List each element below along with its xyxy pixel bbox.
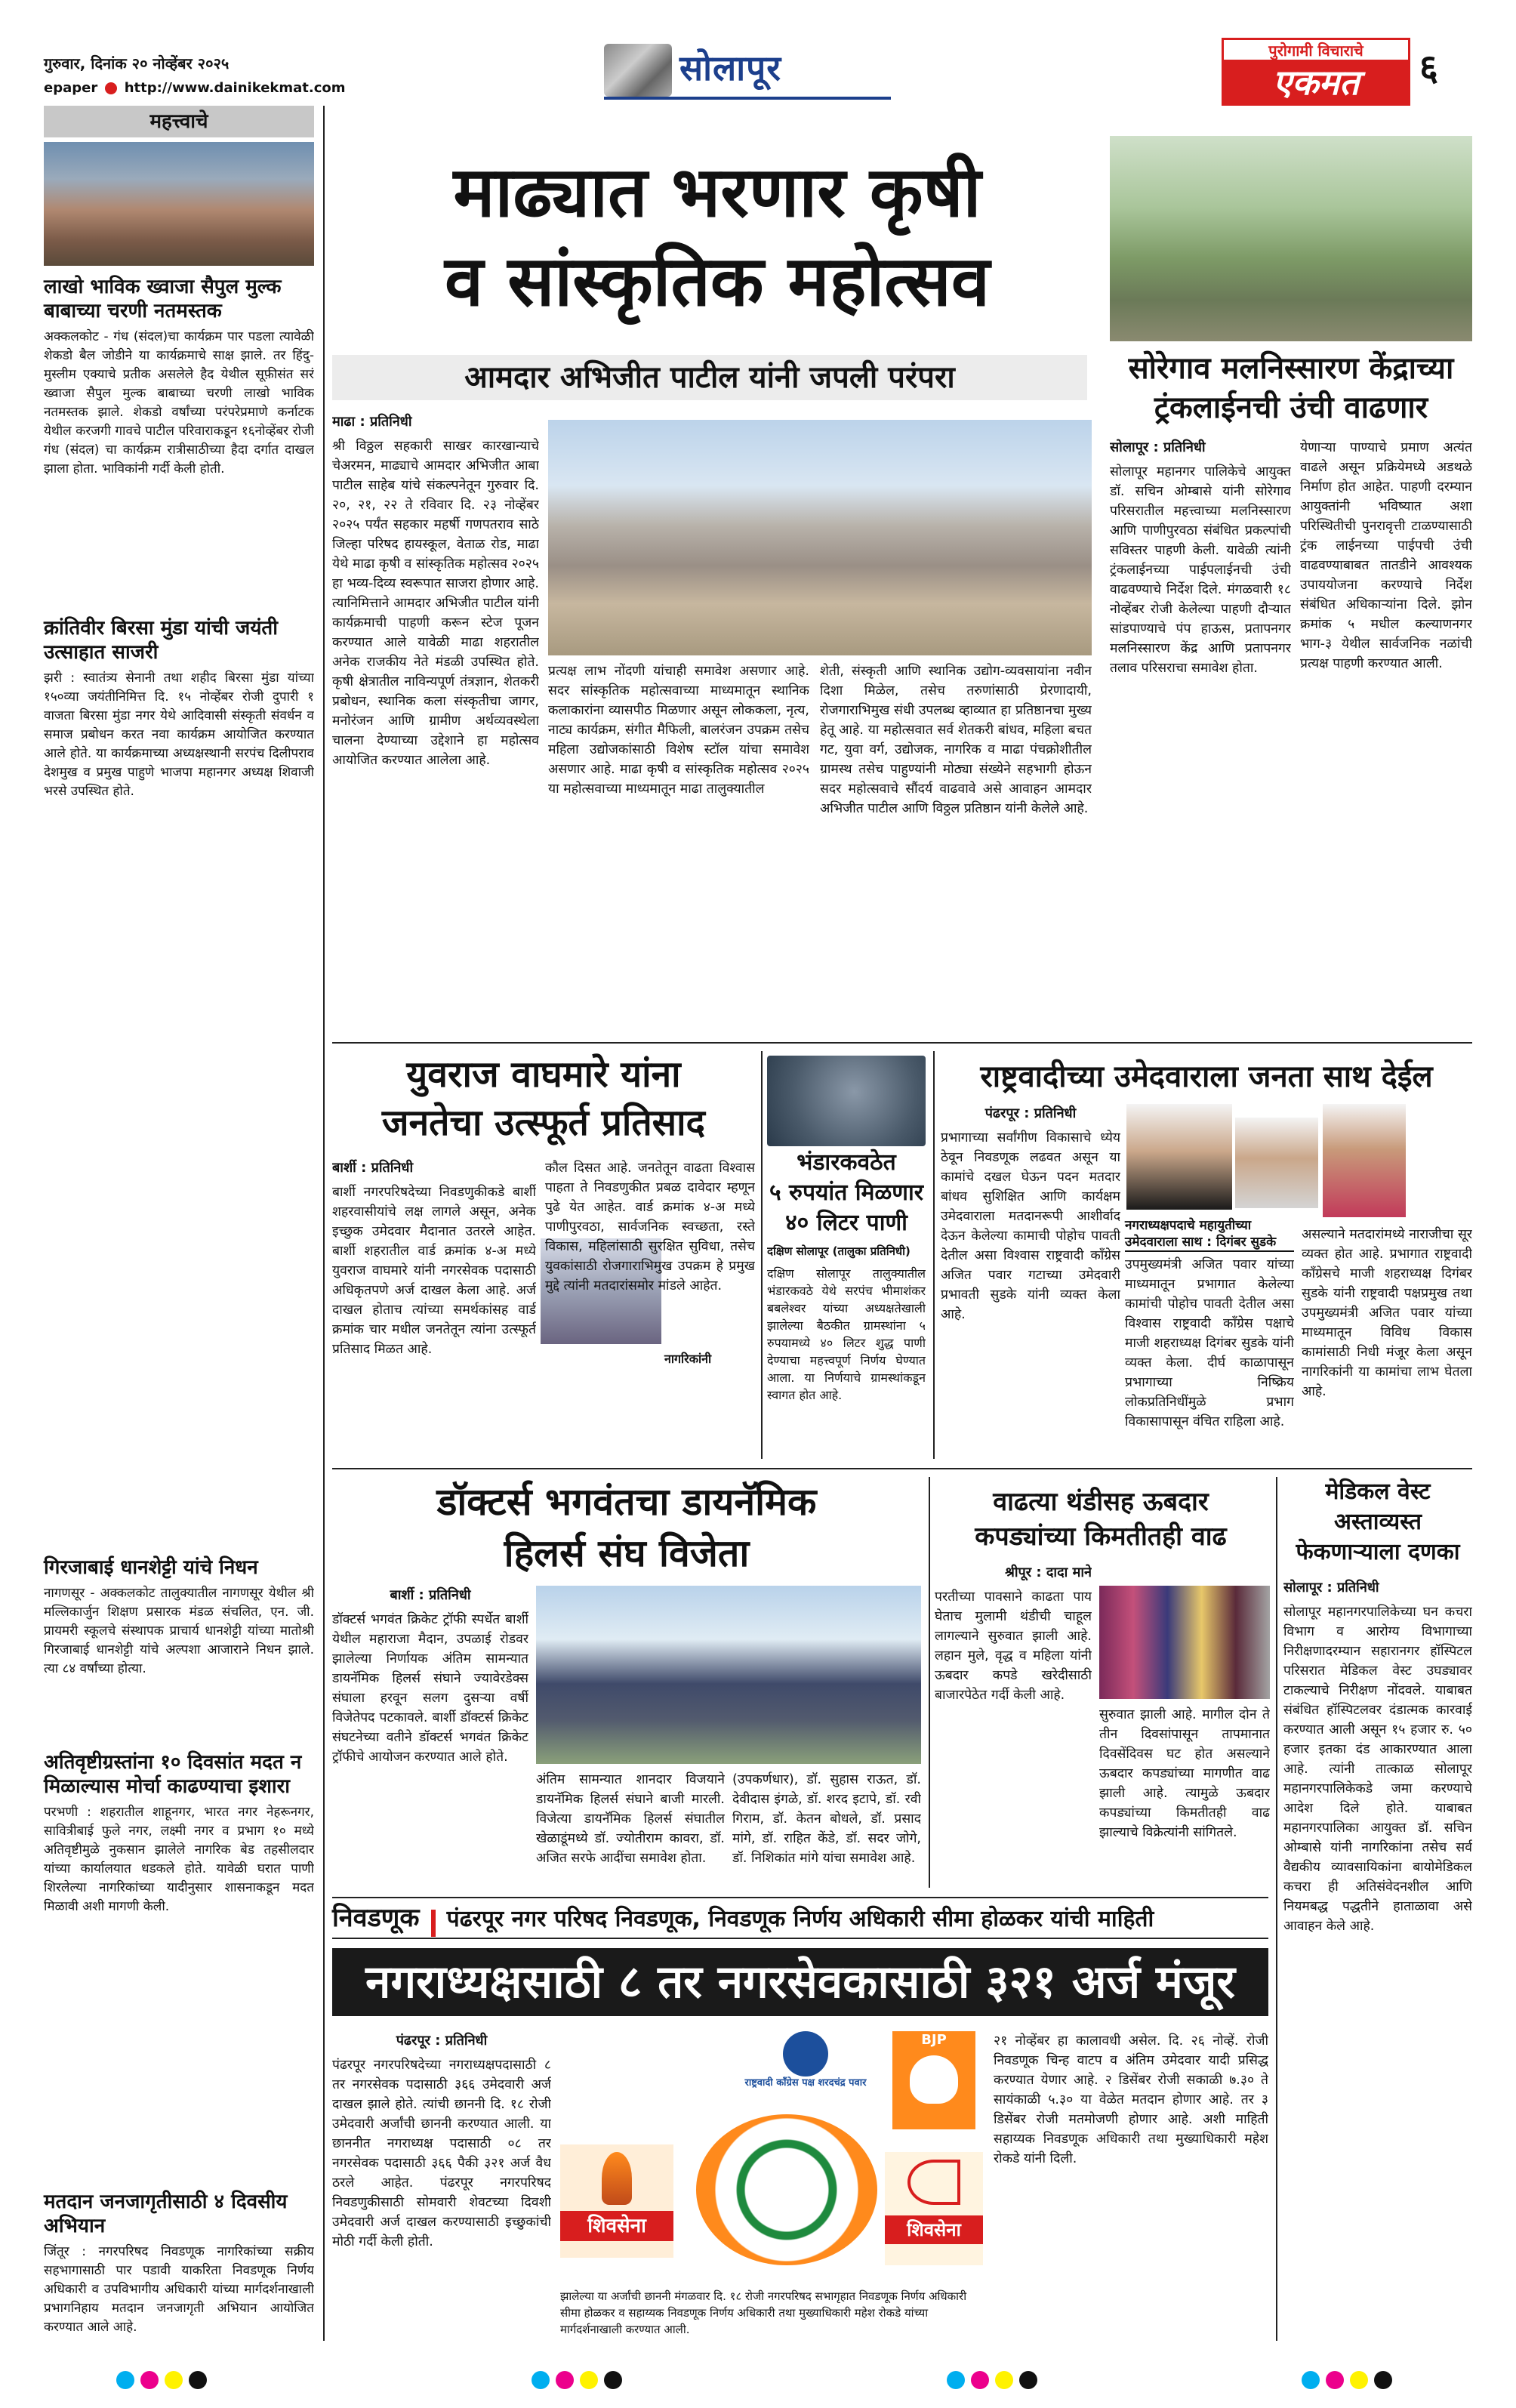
ncp-col-2-text: उपमुख्यमंत्री अजित पवार यांच्या माध्यमातून प्रभागात केलेल्या कामांची पोहोच पावती देतील असा विश्वास राष्ट्रवादी काँग्रेस पक्षाचे माजी शहराध्यक्ष दिगंबर सुडके यांनी व्यक्त केला. दीर्घ काळापासून प्रभागाच्या निष्क्रिय लोकप्रतिनिधींमुळे प्रभाग विकासापासून वंचित राहिला आहे. bbox=[1125, 1257, 1294, 1429]
waghmare-col-2-text: कौल दिसत आहे. जनतेतून वाढता विश्वास पाहता ते निवडणुकीत प्रबळ दावेदार म्हणून पुढे येत आहेत. वार्ड क्रमांक ४-अ मध्ये पाणीपुरवठा, सार्वजनिक स्वच्छता, रस्ते विकास, महिलांसाठी सुरक्षित सुविधा, तसेच युवकांसाठी रोजगाराभिमुख उपक्रम हे प्रमुख मुद्दे त्यांनी मतदारांसमोर मांडले आहेत. bbox=[545, 1161, 755, 1293]
medical-byline: सोलापूर : प्रतिनिधी bbox=[1283, 1580, 1379, 1596]
medical-headline-2: अस्ताव्यस्त bbox=[1334, 1509, 1422, 1535]
section-underline bbox=[604, 97, 891, 100]
brand-logo: एकमत bbox=[1224, 60, 1408, 105]
globe-icon bbox=[105, 82, 117, 94]
cold-clothes-photo bbox=[1099, 1586, 1270, 1699]
ncp-badge-title: नगराध्यक्षपदाचे महायुतीच्या bbox=[1125, 1218, 1252, 1233]
lead-col-1-text: श्री विठ्ठल सहकारी साखर कारखान्याचे चेअरमन, माढ्याचे आमदार अभिजीत आबा पाटील साहेब यांचे संकल्पनेतून गुरुवार दि. २०, २१, २२ ते रविवार दि. २३ नोव्हेंबर २०२५ पर्यंत सहकार महर्षी गणपतराव साठे जिल्हा परिषद हायस्कूल, वेताळ रोड, माढा येथे माढा कृषी व सांस्कृतिक महोत्सव २०२५ हा भव्य-दिव्य स्वरूपात साजरा होणार आहे. त्यानिमित्ताने आमदार अभिजीत पाटील यांनी कार्यक्रमाची पाहणी करून स्टेज पूजन करण्यात आले यावेळी माढा शहरातील अनेक राजकीय नेते मंडळी उपस्थित होते. कृषी क्षेत्रातील नाविन्यपूर्ण तंत्रज्ञान, शेतकरी प्रबोधन, स्थानिक कला संस्कृतीचा जागर, मनोरंजन आणि ग्रामीण अर्थव्यवस्थेला चालना देण्याच्या उद्देशाने हा महोत्सव आयोजित करण्यात आलेला आहे. bbox=[332, 439, 539, 768]
election-col-2-text: २१ नोव्हेंबर हा कालावधी असेल. दि. २६ नोव्हें. रोजी निवडणूक चिन्ह वाटप व अंतिम उमेदवार यादी प्रसिद्ध करण्यात येणार आहे. २ डिसेंबर रोजी सकाळी ७.३० ते सायंकाळी ५.३० या वेळेत मतदान होणार आहे. तर ३ डिसेंबर रोजी मतमोजणी होणार आहे. अशी माहिती सहाय्यक निवडणूक अधिकारी तथा मुख्याधिकारी महेश रोकडे यांनी दिली. bbox=[994, 2033, 1268, 2166]
doctors-col-2 bbox=[536, 1770, 725, 1888]
epaper-url[interactable]: http://www.dainikekmat.com bbox=[124, 80, 346, 96]
soregaon-col-2 bbox=[1300, 438, 1472, 1031]
election-col-1-text: पंढरपूर नगरपरिषदेच्या नगराध्यक्षपदासाठी ८ तर नगरसेवक पदासाठी ३६६ उमेदवारी अर्ज दाखल झाले होते. त्यांची छाननी दि. १८ रोजी उमेदवारी अर्जांची छाननी करण्यात आली. या छाननीत नगराध्यक्ष पदासाठी ०८ तर नगरसेवक पदासाठी ३६६ पैकी ३२१ अर्ज वैध ठरले आहेत. पंढरपूर नगरपरिषद निवडणुकीसाठी सोमवारी शेवटच्या दिवशी उमेदवारी अर्ज दाखल करण्यासाठी इच्छुकांची मोठी गर्दी केली होती. bbox=[332, 2058, 551, 2249]
sidebar-item-3-title: गिरजाबाई धानशेट्टी यांचे निधन bbox=[44, 1556, 258, 1579]
divider-middle bbox=[332, 1468, 1472, 1469]
water-col-1 bbox=[767, 1243, 926, 1459]
shivsena-label-1: शिवसेना bbox=[560, 2211, 673, 2241]
waghmare-col-1-text: बार्शी नगरपरिषदेच्या निवडणुकीकडे बार्शी शहरवासीयांचे लक्ष लागले असून, अनेक इच्छुक उमेदवार मैदानात उतरले आहेत. बार्शी शहरातील वार्ड क्रमांक ४-अ मध्ये युवराज वाघमारे यांनी नगरसेवक पदासाठी अधिकृतपणे अर्ज दाखल केला आहे. अर्ज दाखल होताच त्यांच्या समर्थकांसह वार्ड क्रमांक चार मधील जनतेतून त्यांना उत्स्फूर्त प्रतिसाद मिळत आहे. bbox=[332, 1185, 536, 1357]
sidebar bbox=[44, 106, 314, 2341]
cold-byline: श्रीपूर : दादा माने bbox=[1005, 1565, 1092, 1580]
election-strip bbox=[332, 1897, 1268, 1939]
masthead bbox=[0, 0, 1516, 103]
ncp-col-1 bbox=[941, 1104, 1120, 1459]
ncp-sp-label: राष्ट्रवादी काँग्रेस पक्ष शरदचंद्र पवार bbox=[744, 2077, 867, 2089]
sidebar-header: महत्त्वाचे bbox=[44, 106, 314, 137]
registration-marks-far-right bbox=[1299, 2371, 1395, 2392]
lead-col-1 bbox=[332, 412, 539, 1031]
divider-cold-medical bbox=[1276, 1477, 1277, 2341]
cold-headline-2: कपड्यांच्या किमतीतही वाढ bbox=[975, 1522, 1227, 1552]
sidebar-item-4-title: अतिवृष्टीग्रस्तांना १० दिवसांत मदत न मिळाल्यास मोर्चा काढण्याचा इशारा bbox=[44, 1751, 302, 1798]
water-headline-3: ४० लिटर पाणी bbox=[785, 1210, 907, 1236]
sidebar-item-5-title: मतदान जनजागृतीसाठी ४ दिवसीय अभियान bbox=[44, 2191, 288, 2237]
election-label-bar bbox=[431, 1910, 436, 1937]
epaper-label: epaper bbox=[44, 80, 98, 96]
registration-marks-left bbox=[113, 2371, 210, 2392]
waghmare-headline-2: जनतेचा उत्स्फूर्त प्रतिसाद bbox=[381, 1102, 706, 1144]
ncp-col-2 bbox=[1125, 1255, 1294, 1459]
medical-headline-3: फेकणाऱ्याला दणका bbox=[1296, 1539, 1460, 1565]
lead-headline-2: व सांस्कृतिक महोत्सव bbox=[445, 241, 990, 322]
sidebar-item-3-body: नागणसूर - अक्कलकोट तालुक्यातील नागणसूर येथील श्री मल्लिकार्जुन शिक्षण प्रसारक मंडळ संचलित, एन. जी. प्रायमरी स्कूलचे संस्थापक प्राचार्य धानशेट्टी यांच्या मातोश्री गिरजाबाई धानशेट्टी यांचे अल्पशा आजाराने निधन झाले. त्या ८४ वर्षांच्या होत्या. bbox=[44, 1586, 314, 1676]
bjp-label: BJP bbox=[921, 2032, 947, 2048]
water-headline-2: ५ रुपयांत मिळणार bbox=[769, 1179, 923, 1206]
lead-headline-1: माढ्यात भरणार कृषी bbox=[453, 152, 981, 233]
lead-col-3 bbox=[820, 661, 1092, 1031]
sidebar-item-2-title: क्रांतिवीर बिरसा मुंडा यांची जयंती उत्साहात साजरी bbox=[44, 617, 278, 664]
cold-col-2 bbox=[1099, 1705, 1270, 1888]
epaper-line[interactable] bbox=[44, 80, 346, 96]
sidebar-item-1-title: लाखो भाविक ख्वाजा सैपुल मुल्क बाबाच्या चरणी नतमस्तक bbox=[44, 276, 282, 322]
cold-col-1 bbox=[935, 1563, 1092, 1888]
shivsena-logo-2 bbox=[885, 2152, 983, 2265]
ncp-candidate-photo-2 bbox=[1235, 1118, 1318, 1208]
ncp-candidate-photo-1 bbox=[1126, 1104, 1232, 1210]
ncp-col-1-text: प्रभागाच्या सर्वांगीण विकासाचे ध्येय ठेवून निवडणूक लढवत असून या कामांचे दखल घेऊन पदन मतदार बांधव सुशिक्षित आणि कार्यक्षम उमेदवाराला मतदानरूपी आशीर्वाद देऊन केलेल्या कामाची पोहोच पावती देतील असा विश्वास राष्ट्रवादी काँग्रेस अजित पवार गटाच्या उमेदवारी प्रभावती सुडके यांनी व्यक्त केला आहे. bbox=[941, 1130, 1120, 1322]
election-strip-text: पंढरपूर नगर परिषद निवडणूक, निवडणूक निर्णय अधिकारी सीमा होळकर यांची माहिती bbox=[446, 1906, 1154, 1932]
water-byline: दक्षिण सोलापूर (तालुका प्रतिनिधी) bbox=[767, 1244, 911, 1258]
election-byline: पंढरपूर : प्रतिनिधी bbox=[396, 2033, 488, 2049]
ncp-candidate-photo-3 bbox=[1323, 1104, 1406, 1217]
crowd-photo bbox=[44, 142, 314, 266]
party-logos bbox=[560, 2031, 983, 2288]
medical-headline-1: मेडिकल वेस्ट bbox=[1325, 1478, 1431, 1505]
bow-arrow-icon bbox=[907, 2160, 960, 2205]
water-col-1-text: दक्षिण सोलापूर तालुक्यातील भंडारकवठे येथे सरपंच भीमाशंकर बबलेश्वर यांच्या अध्यक्षतेखाली झालेल्या बैठकीत ग्रामस्थांना ५ रुपयामध्ये ४० लिटर शुद्ध पाणी देण्याचा महत्त्वपूर्ण निर्णय घेण्यात आला. या निर्णयाचे ग्रामस्थांकडून स्वागत होत आहे. bbox=[767, 1266, 926, 1402]
ncp-col-3 bbox=[1302, 1225, 1472, 1459]
waghmare-byline: बार्शी : प्रतिनिधी bbox=[332, 1160, 414, 1176]
doctors-col-1 bbox=[332, 1586, 528, 1888]
lotus-icon bbox=[910, 2055, 958, 2104]
soregaon-inspection-photo bbox=[1110, 136, 1472, 341]
election-headline: नगराध्यक्षसाठी ८ तर नगरसेवकासाठी ३२१ अर्ज मंजूर bbox=[332, 1948, 1268, 2016]
election-label: निवडणूक bbox=[332, 1903, 420, 1933]
doctors-col-2-text: अंतिम सामन्यात शानदार विजयाने डायनॅमिक हिलर्स संघाने बाजी मारली. विजेत्या डायनॅमिक हिलर्स संघातील खेळाडूंमध्ये डॉ. ज्योतीराम कावरा, डॉ. अजित सरफे आदींचा समावेश होता. bbox=[536, 1772, 725, 1866]
sidebar-item-1-body: अक्कलकोट - गंध (संदल)चा कार्यक्रम पार पडला त्यावेळी शेकडो बैल जोडीने या कार्यक्रमाचे साक्ष झाले. तर हिंदु-मुस्लीम एक्याचे प्रतीक असलेले हैद येथील सूफ़ीसंत सरं ख्वाजा सैपुल मुल्क बाबाच्या चरणी लाखो भाविक नतमस्तक झाले. शेकडो वर्षांच्या परंपरेप्रमाणे कर्नाटक येथील करजगी गावचे पाटील परिवाराकडून १६नोव्हेंबर रोजी गंध (संदल) चा कार्यक्रम रात्रीसाठीच्या हैदा दर्गात दाखल झाला होता. भाविकांनी गर्दी केली होती. bbox=[44, 329, 314, 476]
sidebar-item-2-body: झरी : स्वातंत्र्य सेनानी तथा शहीद बिरसा मुंडा यांच्या १५०व्या जयंतीनिमित्त दि. १५ नोव्हेंबर रोजी दुपारी १ वाजता बिरसा मुंडा नगर येथे आदिवासी संस्कृती संवर्धन व समाज प्रबोधन करत नवा कार्यक्रम आयोजित करण्यात आले होते. या कार्यक्रमाच्या अध्यक्षस्थानी सरपंच दिलीपराव देशमुख व प्रमुख पाहुणे भाजपा महानगर अध्यक्ष शिवाजी भरसे उपस्थित होते. bbox=[44, 671, 314, 799]
cold-col-1-text: परतीच्या पावसाने काढता पाय घेताच मुलामी थंडीची चाहूल लागल्याने सुरुवात झाली आहे. लहान मुले, वृद्ध व महिला यांनी ऊबदार कपडे खरेदीसाठी बाजारपेठेत गर्दी केली आहे. bbox=[935, 1589, 1092, 1703]
lead-subhead: आमदार अभिजीत पाटील यांनी जपली परंपरा bbox=[332, 355, 1087, 400]
soregaon-col-1 bbox=[1110, 438, 1291, 1031]
ncp-sp-logo bbox=[741, 2031, 870, 2114]
medical-col-1-text: सोलापूर महानगरपालिकेच्या घन कचरा विभाग व आरोग्य विभागाच्या निरीक्षणादरम्यान सहारानगर हॉस्पिटल परिसरात मेडिकल वेस्ट उघड्यावर टाकल्याचे निरीक्षण नोंदवले. याबाबत संबंधित हॉस्पिटलवर दंडात्मक कारवाई करण्यात आली असून १५ हजार रु. ५० हजार इतका दंड आकारण्यात आला आहे. त्यांनी तात्काळ सोलापूर महानगरपालिकेकडे जमा करण्याचे आदेश दिले होते. याबाबत महानगरपालिका आयुक्त डॉ. सचिन ओम्बासे यांनी नागरिकांना तसेच सर्व वैद्यकीय व्यावसायिकांना बायोमेडिकल कचरा ही अतिसंवेदनशील आणि नियमबद्ध पद्धतीने हाताळावा असे आवाहन केले आहे. bbox=[1283, 1605, 1472, 1934]
election-col-2 bbox=[994, 2031, 1268, 2341]
waghmare-headline-1: युवराज वाघमारे यांना bbox=[406, 1053, 681, 1096]
sidebar-item-5-body: जिंतूर : नगरपरिषद निवडणूक नागरिकांच्या सक्रीय सहभागासाठी पार पडावी याकरिता निवडणूक निर्णय अधिकारी व उपविभागीय अधिकारी यांच्या मार्गदर्शनाखाली प्रभागनिहाय मतदान जनजागृती अभियान आयोजित करण्यात आले आहे. bbox=[44, 2244, 314, 2335]
doctors-headline-2: हिलर्स संघ विजेता bbox=[504, 1531, 750, 1575]
brand-box bbox=[1222, 38, 1410, 106]
shivsena-logo-1 bbox=[560, 2144, 673, 2258]
lead-col-2 bbox=[548, 661, 809, 1031]
ncp-badge-name: उमेदवाराला साथ : दिगंबर सुडके bbox=[1125, 1234, 1294, 1252]
divider-lead-bottom bbox=[332, 1042, 1472, 1044]
divider-waghmare-water bbox=[761, 1051, 763, 1459]
ncp-col-3-text: असल्याने मतदारांमध्ये नाराजीचा सूर व्यक्त होत आहे. प्रभागात राष्ट्रवादी काँग्रेसचे माजी शहराध्यक्ष दिगंबर सुडके यांनी राष्ट्रवादी पक्षप्रमुख तथा उपमुख्यमंत्री अजित पवार यांच्या माध्यमातून विविध विकास कामांसाठी निधी मंजूर केला असून नागरिकांनी या कामांचा लाभ घेतला आहे. bbox=[1302, 1227, 1472, 1399]
doctors-headline-1: डॉक्टर्स भगवंतचा डायनॅमिक bbox=[436, 1480, 817, 1524]
soregaon-col-1-text: सोलापूर महानगर पालिकेचे आयुक्त डॉ. सचिन ओम्बासे यांनी सोरेगाव परिसरातील महत्त्वाच्या मलनिस्सारण आणि पाणीपुरवठा संबंधित प्रकल्पांची सविस्तर पाहणी केली. यावेळी त्यांनी ट्रंकलाईनच्या पाईपलाईनची उंची वाढवण्याचे निर्देश दिले. मंगळवारी १८ नोव्हेंबर रोजी केलेल्या पाहणी दौऱ्यात सांडपाण्याचे पंप हाऊस, प्रतापनगर मलनिस्सारण केंद्र आणि प्रतापनगर तलाव परिसराचा समावेश होता. bbox=[1110, 464, 1291, 676]
doctors-col-3-text: (उपकर्णधार), डॉ. सुहास राऊत, डॉ. देवीदास इंगळे, डॉ. शरद इटापे, डॉ. रवी गिराम, डॉ. केतन बोधले, डॉ. प्रसाद मांगे, डॉ. राहित केंडे, डॉ. सदर जोगे, डॉ. निशिकांत मांगे यांचा समावेश आहे. bbox=[732, 1772, 921, 1866]
sidebar-item-4-body: परभणी : शहरातील शाहूनगर, भारत नगर नेहरूनगर, सावित्रीबाई फुले नगर, लक्ष्मी नगर व प्रभाग १० मध्ये अतिवृष्टीमुळे नुकसान झालेले नागरिक बेड तहसीलदार यांच्या कार्यालयात धडकले होते. यावेळी घरात पाणी शिरलेल्या नागरिकांच्या यादीनुसार शासनाकडून मदत मिळावी अशी मागणी केली. bbox=[44, 1805, 314, 1914]
water-headline-1: भंडारकवठेत bbox=[797, 1149, 896, 1176]
lead-byline: माढा : प्रतिनिधी bbox=[332, 414, 412, 430]
waghmare-col-2 bbox=[545, 1158, 755, 1460]
election-photo-caption: झालेल्या या अर्जांची छाननी मंगळवार दि. १८ रोजी नगरपरिषद सभागृहात निवडणूक निर्णय अधिकारी सीमा होळकर व सहाय्यक निवडणूक निर्णय अधिकारी तथा मुख्याधिकारी महेश रोकडे यांच्या मार्गदर्शनाखाली करण्यात आली. bbox=[560, 2289, 967, 2336]
water-tap-image bbox=[767, 1056, 926, 1146]
lead-col-2-text: प्रत्यक्ष लाभ नोंदणी यांचाही समावेश असणार आहे. सदर सांस्कृतिक महोत्सवाच्या माध्यमातून स्थानिक कलाकारांना व्यासपीठ मिळणार असून लोककला, नृत्य, नाट्य कार्यक्रम, संगीत मैफिली, बालरंजन उपक्रम तसेच महिला उद्योजकांसाठी विशेष स्टॉल यांचा समावेश असणार आहे. माढा कृषी व सांस्कृतिक महोत्सव २०२५ या महोत्सवाच्या माध्यमातून माढा तालुक्यातील bbox=[548, 664, 809, 797]
page-number: ६ bbox=[1419, 47, 1438, 89]
brand-tagline: पुरोगामी विचाराचे bbox=[1268, 42, 1363, 60]
divider-doctors-cold bbox=[929, 1477, 930, 1888]
waghmare-caption: नागरिकांनी bbox=[664, 1352, 712, 1366]
doctors-byline: बार्शी : प्रतिनिधी bbox=[390, 1587, 471, 1603]
soregaon-byline: सोलापूर : प्रतिनिधी bbox=[1110, 439, 1206, 455]
date-line: गुरुवार, दिनांक २० नोव्हेंबर २०२५ bbox=[44, 54, 230, 72]
bjp-logo bbox=[892, 2031, 975, 2129]
doctors-team-photo bbox=[536, 1586, 921, 1764]
torch-icon bbox=[602, 2152, 632, 2205]
congress-hand-logo bbox=[696, 2114, 877, 2265]
registration-marks-right bbox=[944, 2371, 1040, 2392]
lead-group-photo bbox=[548, 420, 1092, 655]
election-col-1 bbox=[332, 2031, 551, 2341]
soregaon-headline-2: ट्रंकलाईनची उंची वाढणार bbox=[1154, 390, 1428, 425]
cold-col-2-text: सुरुवात झाली आहे. मागील दोन ते तीन दिवसांपासून तापमानात दिवसेंदिवस घट होत असल्याने ऊबदार कपड्यांच्या मागणीत वाढ झाली आहे. त्यामुळे ऊबदार कपड्यांच्या किमतीतही वाढ झाल्याचे विक्रेत्यांनी सांगितले. bbox=[1099, 1707, 1270, 1840]
medical-col-1 bbox=[1283, 1578, 1472, 2341]
doctors-col-3 bbox=[732, 1770, 921, 1888]
soregaon-headline-1: सोरेगाव मलनिस्सारण केंद्राच्या bbox=[1128, 351, 1454, 386]
lead-col-3-text: शेती, संस्कृती आणि स्थानिक उद्योग-व्यवसायांना नवीन दिशा मिळेल, तसेच तरुणांसाठी प्रेरणादायी, रोजगाराभिमुख संधी उपलब्ध व्हाव्यात हा प्रतिष्ठानचा मुख्य हेतू आहे. या महोत्सवात सर्व शेतकरी बांधव, महिला बचत गट, युवा वर्ग, उद्योजक, नागरिक व माढा पंचक्रोशीतील ग्रामस्थ तसेच पाहुण्यांनी मोठ्या संख्येने सहभागी होऊन सदर महोत्सवाचे सौंदर्य वाढवावे असे आवाहन आमदार अभिजीत पाटील आणि विठ्ठल प्रतिष्ठान यांनी केलेले आहे. bbox=[820, 664, 1092, 816]
soregaon-col-2-text: येणाऱ्या पाण्याचे प्रमाण अत्यंत वाढले असून प्रक्रियेमध्ये अडथळे निर्माण होत आहेत. पाहणी दरम्यान आयुक्तांनी भविष्यात अशा परिस्थितीची पुनरावृत्ती टाळण्यासाठी ट्रंक लाईनच्या पाईपची उंची वाढवण्याबाबत तातडीने आवश्यक उपाययोजना करण्याचे निर्देश संबंधित अधिकाऱ्यांना दिले. झोन क्रमांक ५ मधील कल्याणनगर भाग-३ येथील सार्वजनिक नळांची प्रत्यक्ष पाहणी करण्यात आली. bbox=[1300, 440, 1472, 671]
ncp-byline: पंढरपूर : प्रतिनिधी bbox=[984, 1105, 1077, 1121]
sidebar-divider bbox=[323, 106, 325, 2341]
registration-marks-center bbox=[528, 2371, 625, 2392]
waghmare-col-1 bbox=[332, 1158, 536, 1460]
trumpet-icon bbox=[783, 2031, 828, 2077]
divider-water-ncp bbox=[933, 1051, 935, 1459]
section-title: सोलापूर bbox=[679, 48, 782, 88]
cold-headline-1: वाढत्या थंडीसह ऊबदार bbox=[993, 1487, 1209, 1517]
shivsena-label-2: शिवसेना bbox=[885, 2215, 983, 2244]
section-collage bbox=[604, 44, 672, 97]
doctors-col-1-text: डॉक्टर्स भगवंत क्रिकेट ट्रॉफी स्पर्धेत बार्शी येथील महाराजा मैदान, उपळाई रोडवर झालेल्या निर्णायक अंतिम सामन्यात डायनॅमिक हिलर्स संघाने ज्यावेरडेक्स संघाला हरवून सलग दुसऱ्या वर्षी विजेतेपद पटकावले. बार्शी डॉक्टर्स क्रिकेट संघटनेच्या वतीने डॉक्टर्स भगवंत क्रिकेट ट्रॉफीचे आयोजन करण्यात आले होते. bbox=[332, 1612, 528, 1765]
ncp-badge bbox=[1125, 1217, 1294, 1252]
ncp-headline: राष्ट्रवादीच्या उमेदवाराला जनता साथ देईल bbox=[980, 1059, 1433, 1094]
